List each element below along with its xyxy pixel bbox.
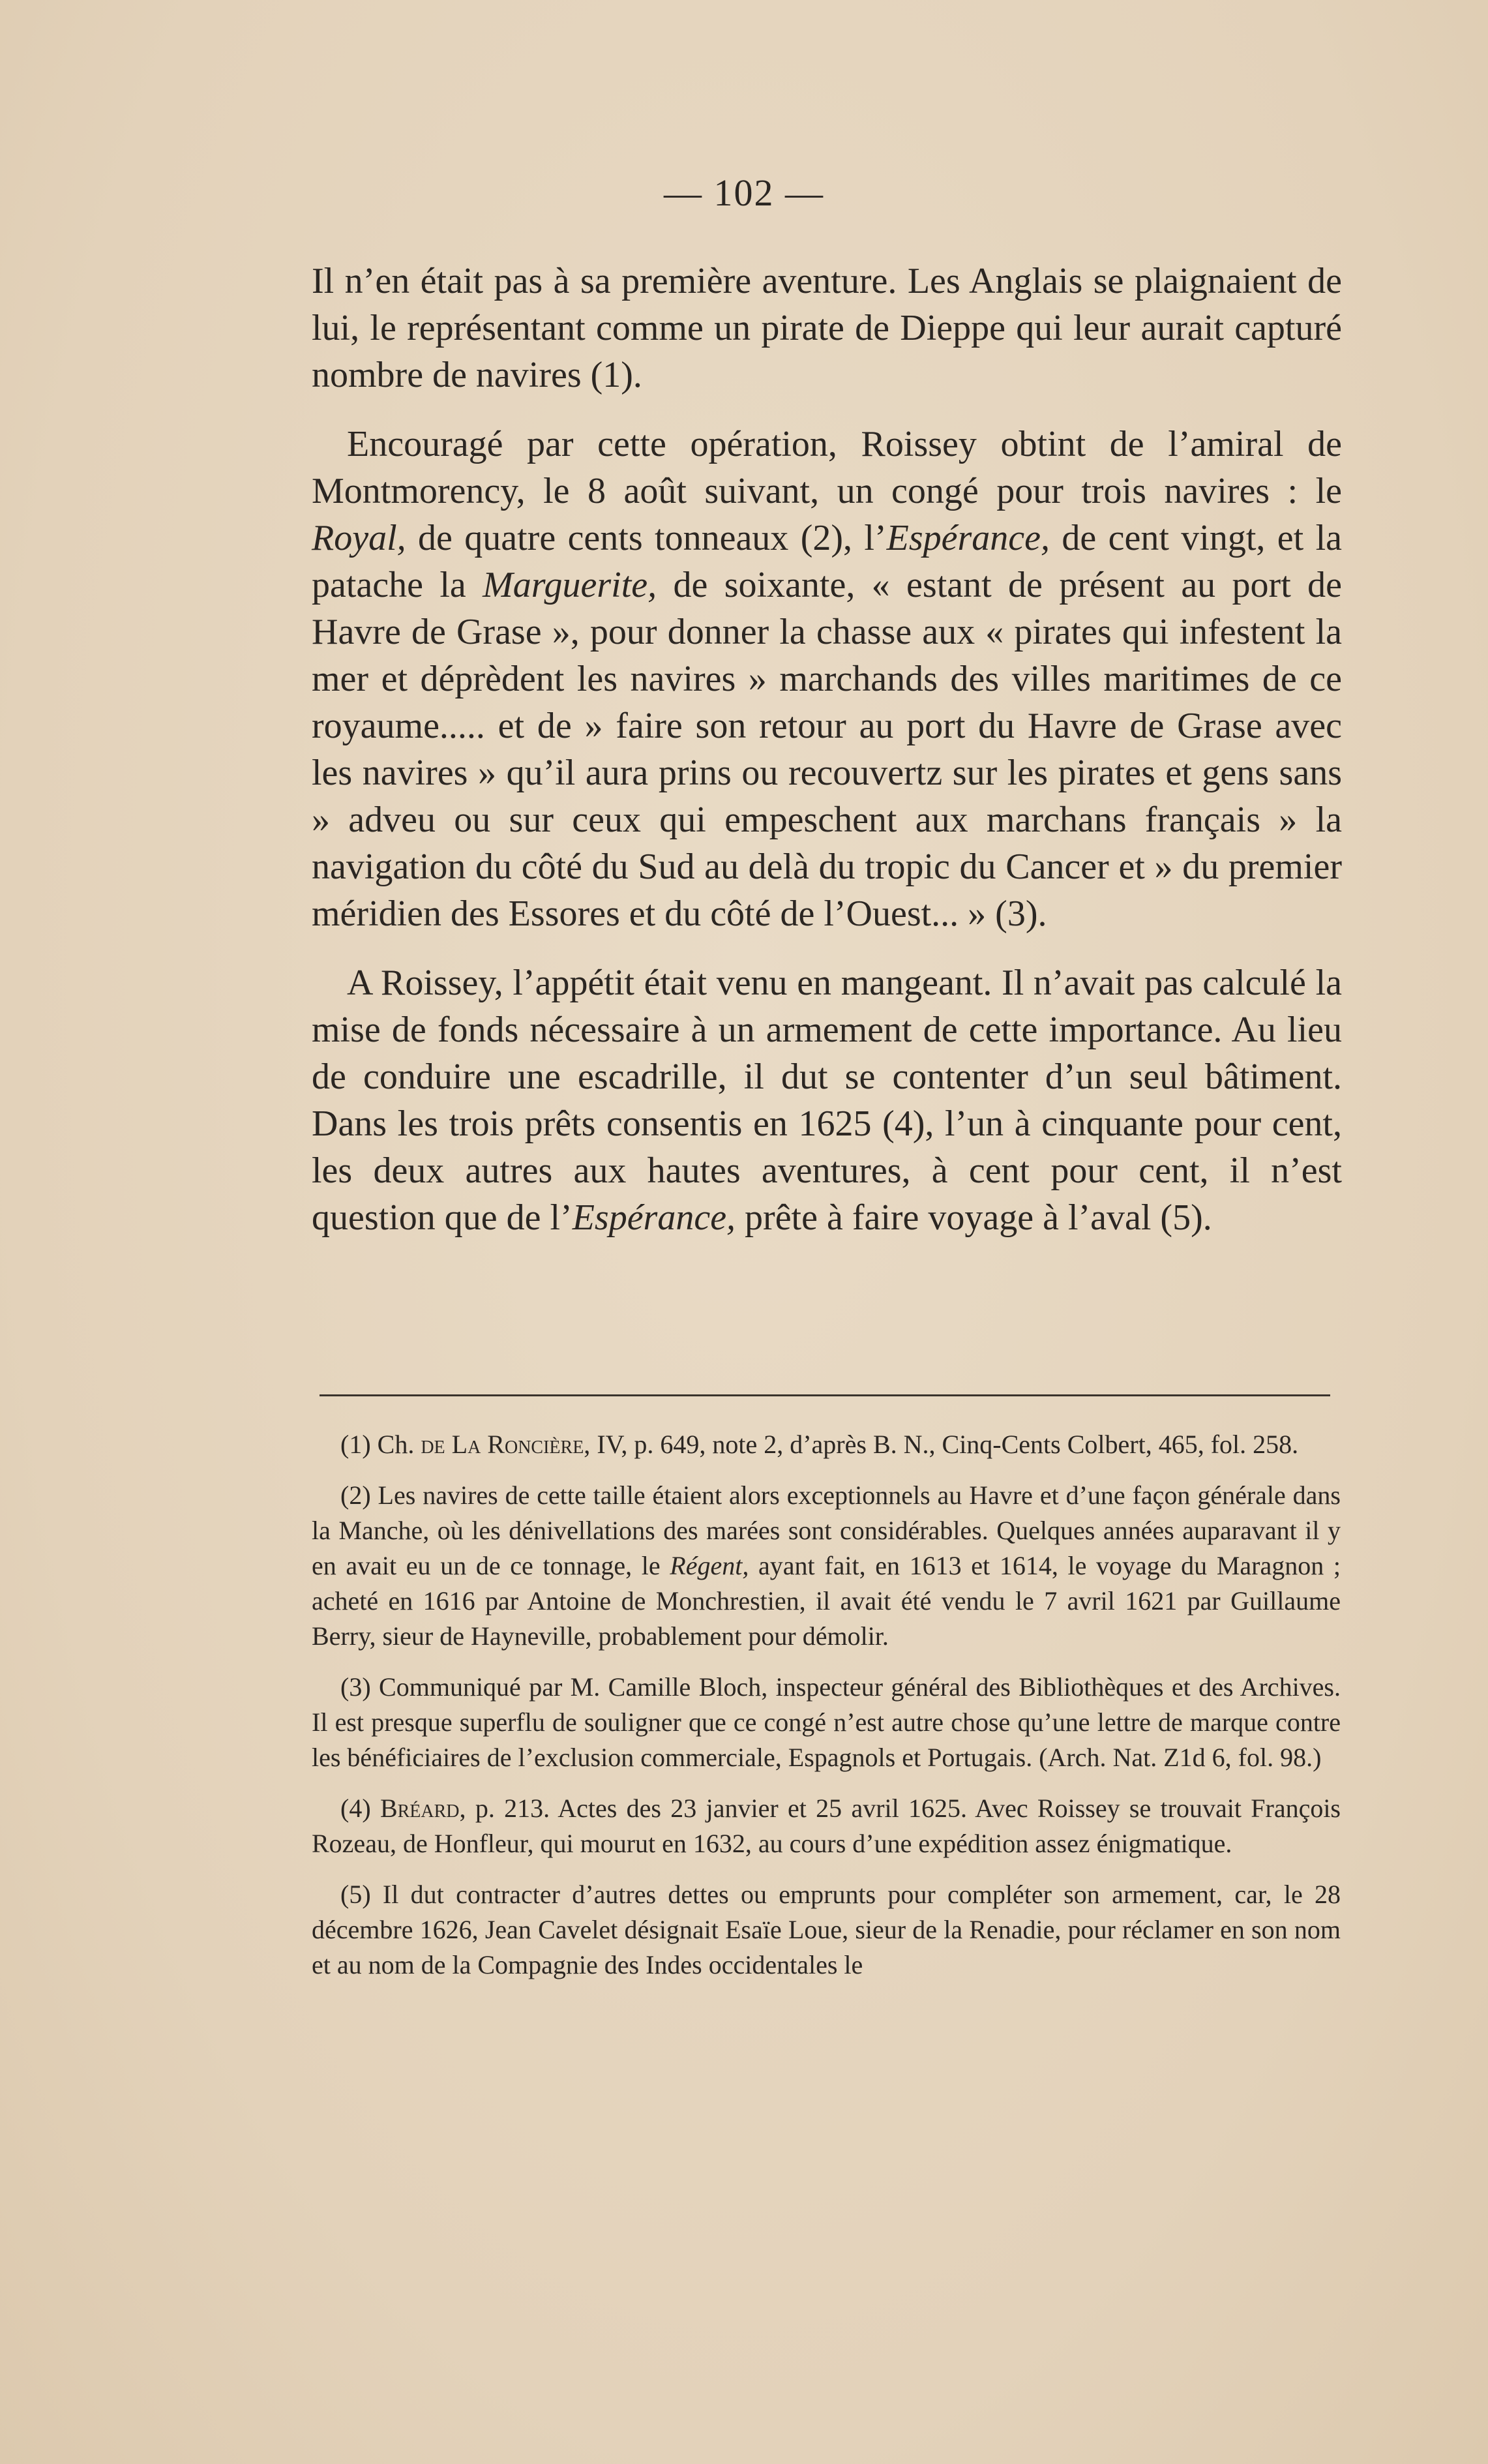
paragraph-2-text-a: Encouragé par cette opération, Roissey obtint de l’amiral de Montmorency, le 8 août suivant, un congé pour trois navires : le	[312, 424, 1342, 511]
footnote-2	[312, 1478, 1341, 1654]
paragraph-3-text-a: A Roissey, l’appétit était venu en mangeant. Il n’avait pas calculé la mise de fonds nécessaire à un armement de cette importance. Au lieu de conduire une escadrille, il dut se contenter d’un seul bâtiment. Dans les trois prêts consentis en 1625 (4), l’un à cinquante pour cent, les deux autres aux hautes aventures, à cent pour cent, il n’est question que de l’	[312, 963, 1342, 1238]
ship-name-regent: Régent,	[670, 1551, 749, 1580]
paragraph-3	[312, 959, 1342, 1241]
footnote-4-author: Bréard,	[379, 1794, 466, 1823]
footnote-2-text-b: ayant fait, en 1613 et 1614, le voyage du Maragnon ; acheté en 1616 par Antoine de Monchrestien, il avait été vendu le 7 avril 1621 par Guillaume Berry, sieur de Hayneville, probablement pour démolir.	[312, 1551, 1341, 1651]
footnotes	[312, 1427, 1341, 1998]
ship-name-marguerite: Marguerite,	[483, 565, 657, 605]
footnote-divider	[320, 1394, 1330, 1396]
paragraph-2-text-d: de soixante, « estant de présent au port de Havre de Grase », pour donner la chasse aux « pirates qui infestent la mer et déprèdent les navires » marchands des villes maritimes de ce royaume..... et de » faire son retour au port du Havre de Grase avec les navires » qu’il aura prins ou recouvertz sur les pirates et gens sans » adveu ou sur ceux qui empeschent aux marchans français » la navigation du côté du Sud au delà du tropic du Cancer et » du premier méridien des Essores et du côté de l’Ouest... » (3).	[312, 565, 1342, 934]
paragraph-2-text-b: de quatre cents tonneaux (2), l’	[406, 518, 887, 558]
main-text	[312, 258, 1342, 1263]
paragraph-3-text-b: prête à faire voyage à l’aval (5).	[736, 1197, 1212, 1238]
footnote-1-text-b: IV, p. 649, note 2, d’après B. N., Cinq-Cents Colbert, 465, fol. 258.	[590, 1430, 1299, 1459]
ship-name-esperance-2: Espérance,	[572, 1197, 736, 1238]
footnote-1-text-a: (1) Ch.	[340, 1430, 421, 1459]
footnote-4	[312, 1791, 1341, 1861]
paragraph-2-text-c: de cent vingt, et la patache la	[312, 518, 1343, 605]
footnote-5: (5) Il dut contracter d’autres dettes ou emprunts pour compléter son armement, car, le 28 décembre 1626, Jean Cavelet désignait Esaïe Loue, sieur de la Renadie, pour réclamer en son nom et au nom de la Compagnie des Indes occidentales le	[312, 1880, 1341, 1979]
footnote-4-text-a: (4)	[340, 1794, 380, 1823]
ship-name-royal: Royal,	[312, 518, 406, 558]
page-number: — 102 —	[664, 172, 824, 214]
ship-name-esperance: Espérance,	[886, 518, 1050, 558]
paragraph-2	[312, 421, 1342, 937]
footnote-1	[312, 1427, 1341, 1462]
footnote-2-text-a: (2) Les navires de cette taille étaient alors exceptionnels au Havre et d’une façon générale dans la Manche, où les dénivellations des marées sont considérables. Quelques années auparavant il y en avait eu un de ce tonnage, le	[312, 1480, 1341, 1580]
footnote-1-author: de La Roncière,	[421, 1430, 591, 1459]
paragraph-1: Il n’en était pas à sa première aventure. Les Anglais se plaignaient de lui, le représentant comme un pirate de Dieppe qui leur aurait capturé nombre de navires (1).	[312, 261, 1342, 395]
footnote-3: (3) Communiqué par M. Camille Bloch, inspecteur général des Bibliothèques et des Archives. Il est presque superflu de souligner que ce congé n’est autre chose qu’une lettre de marque contre les bénéficiaires de l’exclusion commerciale, Espagnols et Portugais. (Arch. Nat. Z1d 6, fol. 98.)	[312, 1672, 1341, 1772]
footnote-4-text-b: p. 213. Actes des 23 janvier et 25 avril 1625. Avec Roissey se trouvait François Rozeau, de Honfleur, qui mourut en 1632, au cours d’une expédition assez énigmatique.	[312, 1794, 1341, 1858]
